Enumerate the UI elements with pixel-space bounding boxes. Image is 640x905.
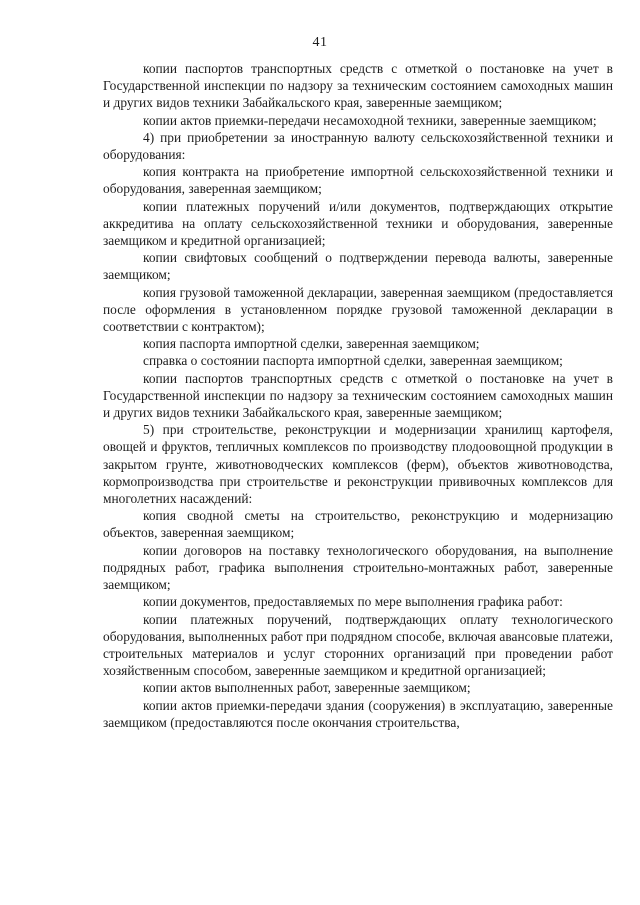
paragraph: копии паспортов транспортных средств с отметкой о постановке на учет в Государственной инспекции по надзору за техническим состоянием самоходных машин и других видов техники Забайкальского края, заверенные заемщиком; [103,370,613,421]
paragraph: копии свифтовых сообщений о подтверждении перевода валюты, заверенные заемщиком; [103,250,613,283]
paragraph: 4) при приобретении за иностранную валюту сельскохозяйственной техники и оборудования: [103,129,613,163]
paragraph: копии актов выполненных работ, заверенные заемщиком; [143,680,471,696]
document-body [103,60,613,731]
paragraph: копия сводной сметы на строительство, реконструкцию и модернизацию объектов, заверенная заемщиком; [103,508,613,541]
paragraph: копии актов приемки-передачи здания (сооружения) в эксплуатацию, заверенные заемщиком (предоставляются после окончания строительства, [103,697,613,730]
paragraph: копии документов, предоставляемых по мере выполнения графика работ: [143,594,563,610]
paragraph: копии платежных поручений и/или документов, подтверждающих открытие аккредитива на оплату сельскохозяйственной техники и оборудования, заверенные заемщиком и кредитной организацией; [103,198,613,249]
paragraph: копии договоров на поставку технологического оборудования, на выполнение подрядных работ, графика выполнения строительно-монтажных работ, заверенные заемщиком; [103,542,613,593]
paragraph: копии платежных поручений, подтверждающих оплату технологического оборудования, выполненных работ при подрядном способе, включая авансовые платежи, строительных материалов и услуг сторонних организаций при проведении работ хозяйственным способом, заверенные заемщиком и кредитной организацией; [103,611,613,679]
paragraph: копия паспорта импортной сделки, заверенная заемщиком; [143,336,480,352]
page-number: 41 [312,35,328,50]
paragraph: копии актов приемки-передачи несамоходной техники, заверенные заемщиком; [143,112,597,128]
paragraph: копии паспортов транспортных средств с отметкой о постановке на учет в Государственной инспекции по надзору за техническим состоянием самоходных машин и других видов техники Забайкальского края, заверенные заемщиком; [103,61,613,111]
paragraph: справка о состоянии паспорта импортной сделки, заверенная заемщиком; [143,353,563,369]
paragraph: копия контракта на приобретение импортной сельскохозяйственной техники и оборудования, заверенная заемщиком; [103,164,613,197]
paragraph: копия грузовой таможенной декларации, заверенная заемщиком (предоставляется после оформления в установленном порядке грузовой таможенной декларации в соответствии с контрактом); [103,284,613,335]
paragraph: 5) при строительстве, реконструкции и модернизации хранилищ картофеля, овощей и фруктов, тепличных комплексов по производству плодоовощной продукции в закрытом грунте, животноводческих комплексов (ферм), объектов животноводства, кормопроизводства при строительстве и реконструкции прививочных комплексов для многолетних насаждений: [103,422,613,507]
